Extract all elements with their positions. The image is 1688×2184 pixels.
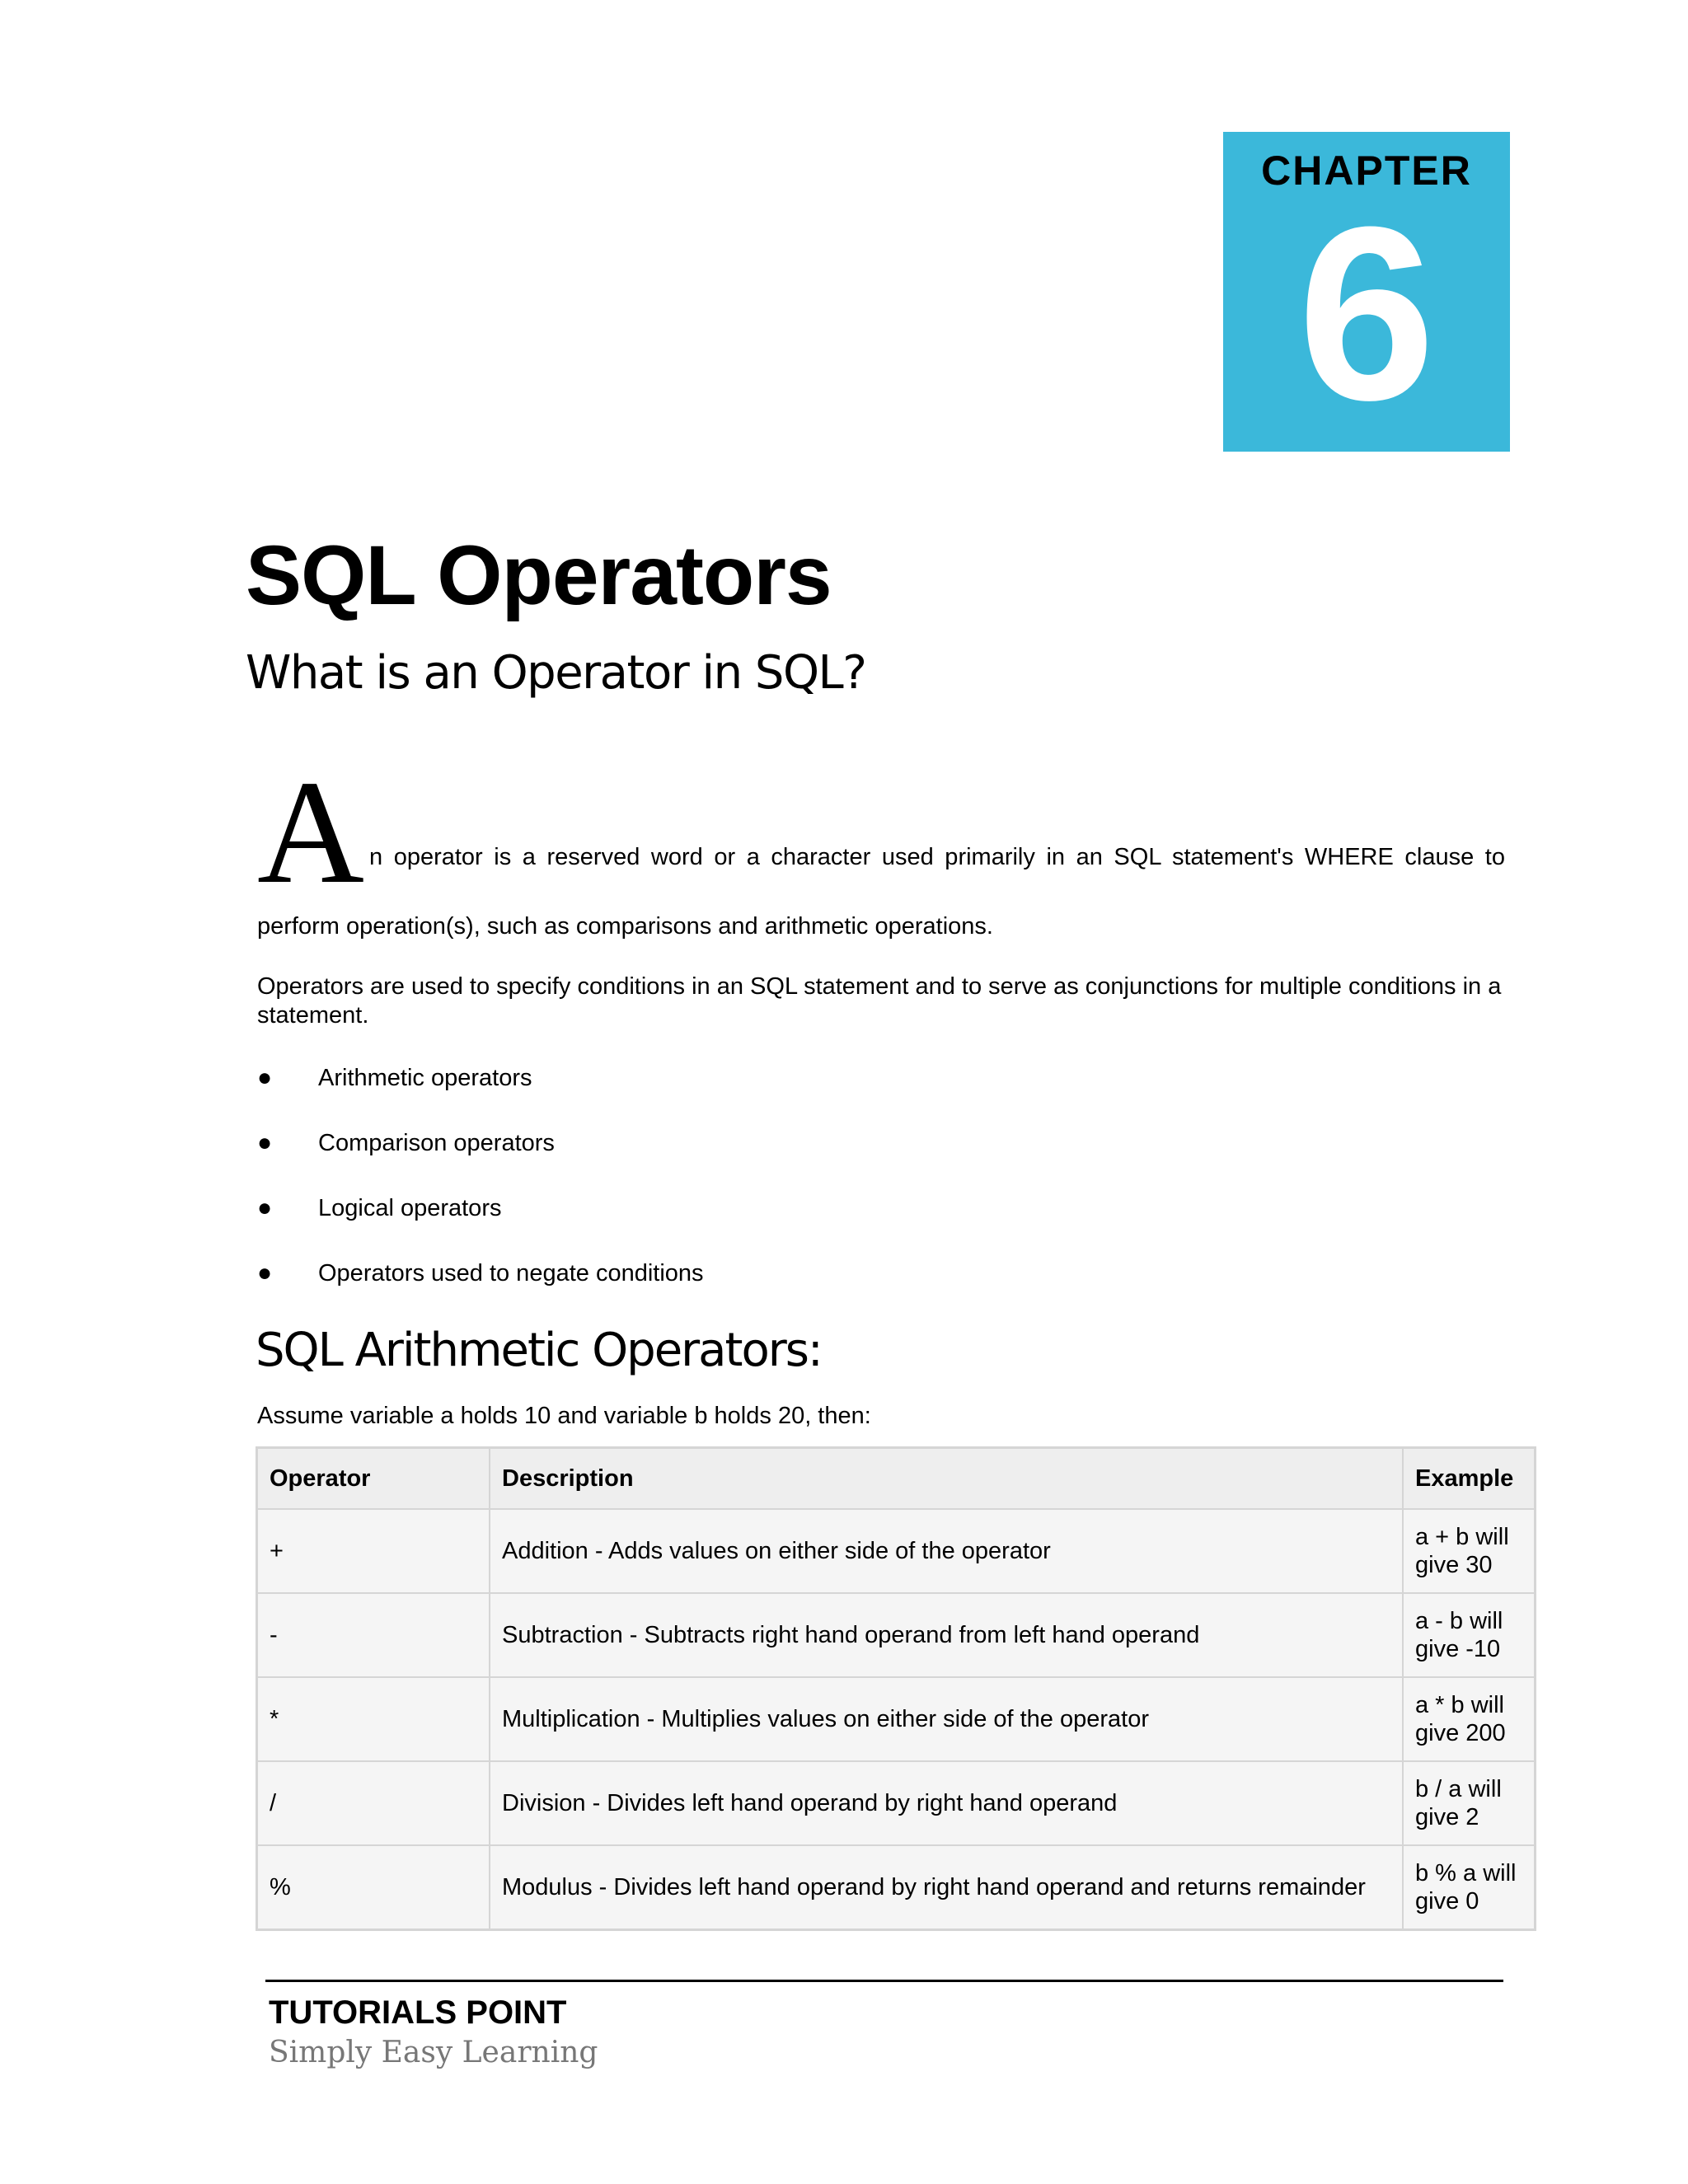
example-cell: b / a will give 2 <box>1403 1761 1536 1845</box>
bullet-icon: ● <box>257 1194 273 1221</box>
footer-tagline: Simply Easy Learning <box>269 2036 598 2069</box>
drop-cap: A <box>257 750 364 914</box>
intro-line-2: perform operation(s), such as comparisons and arithmetic operations. <box>257 913 993 940</box>
operator-cell: * <box>257 1677 490 1761</box>
assumption-text: Assume variable a holds 10 and variable b holds 20, then: <box>257 1403 871 1429</box>
footer-brand: TUTORIALS POINT <box>269 1994 567 2031</box>
table-row <box>257 1509 1536 1593</box>
description-cell: Modulus - Divides left hand operand by right hand operand and returns remainder <box>490 1845 1403 1930</box>
chapter-badge <box>1223 132 1510 452</box>
operator-cell: + <box>257 1509 490 1593</box>
sub-heading: What is an Operator in SQL? <box>246 646 866 700</box>
table-row <box>257 1593 1536 1677</box>
section-heading: SQL Arithmetic Operators: <box>256 1324 822 1377</box>
page-title: SQL Operators <box>246 528 832 622</box>
table-row <box>257 1845 1536 1930</box>
intro-line-1: n operator is a reserved word or a character used primarily in an SQL statement's WHERE clause to <box>369 844 1505 870</box>
example-cell: b % a will give 0 <box>1403 1845 1536 1930</box>
chapter-number: 6 <box>1297 175 1436 452</box>
column-header-example: Example <box>1403 1448 1536 1510</box>
arithmetic-operators-table <box>256 1446 1536 1931</box>
operator-cell: - <box>257 1593 490 1677</box>
table-row <box>257 1761 1536 1845</box>
example-cell: a + b will give 30 <box>1403 1509 1536 1593</box>
chapter-label: CHAPTER <box>1261 148 1472 194</box>
column-header-description: Description <box>490 1448 1403 1510</box>
column-header-operator: Operator <box>257 1448 490 1510</box>
bullet-icon: ● <box>257 1129 273 1156</box>
table-header-row <box>257 1448 1536 1510</box>
example-cell: a - b will give -10 <box>1403 1593 1536 1677</box>
example-cell: a * b will give 200 <box>1403 1677 1536 1761</box>
footer-divider <box>265 1980 1503 1982</box>
operator-cell: / <box>257 1761 490 1845</box>
description-cell: Multiplication - Multiplies values on either side of the operator <box>490 1677 1403 1761</box>
description-cell: Addition - Adds values on either side of the operator <box>490 1509 1403 1593</box>
description-cell: Division - Divides left hand operand by right hand operand <box>490 1761 1403 1845</box>
bullet-icon: ● <box>257 1064 273 1091</box>
bullet-icon: ● <box>257 1259 273 1286</box>
operator-cell: % <box>257 1845 490 1930</box>
description-cell: Subtraction - Subtracts right hand operand from left hand operand <box>490 1593 1403 1677</box>
operators-paragraph: Operators are used to specify conditions in an SQL statement and to serve as conjunctions for multiple conditions in a statement. <box>257 973 1502 1029</box>
table-row <box>257 1677 1536 1761</box>
